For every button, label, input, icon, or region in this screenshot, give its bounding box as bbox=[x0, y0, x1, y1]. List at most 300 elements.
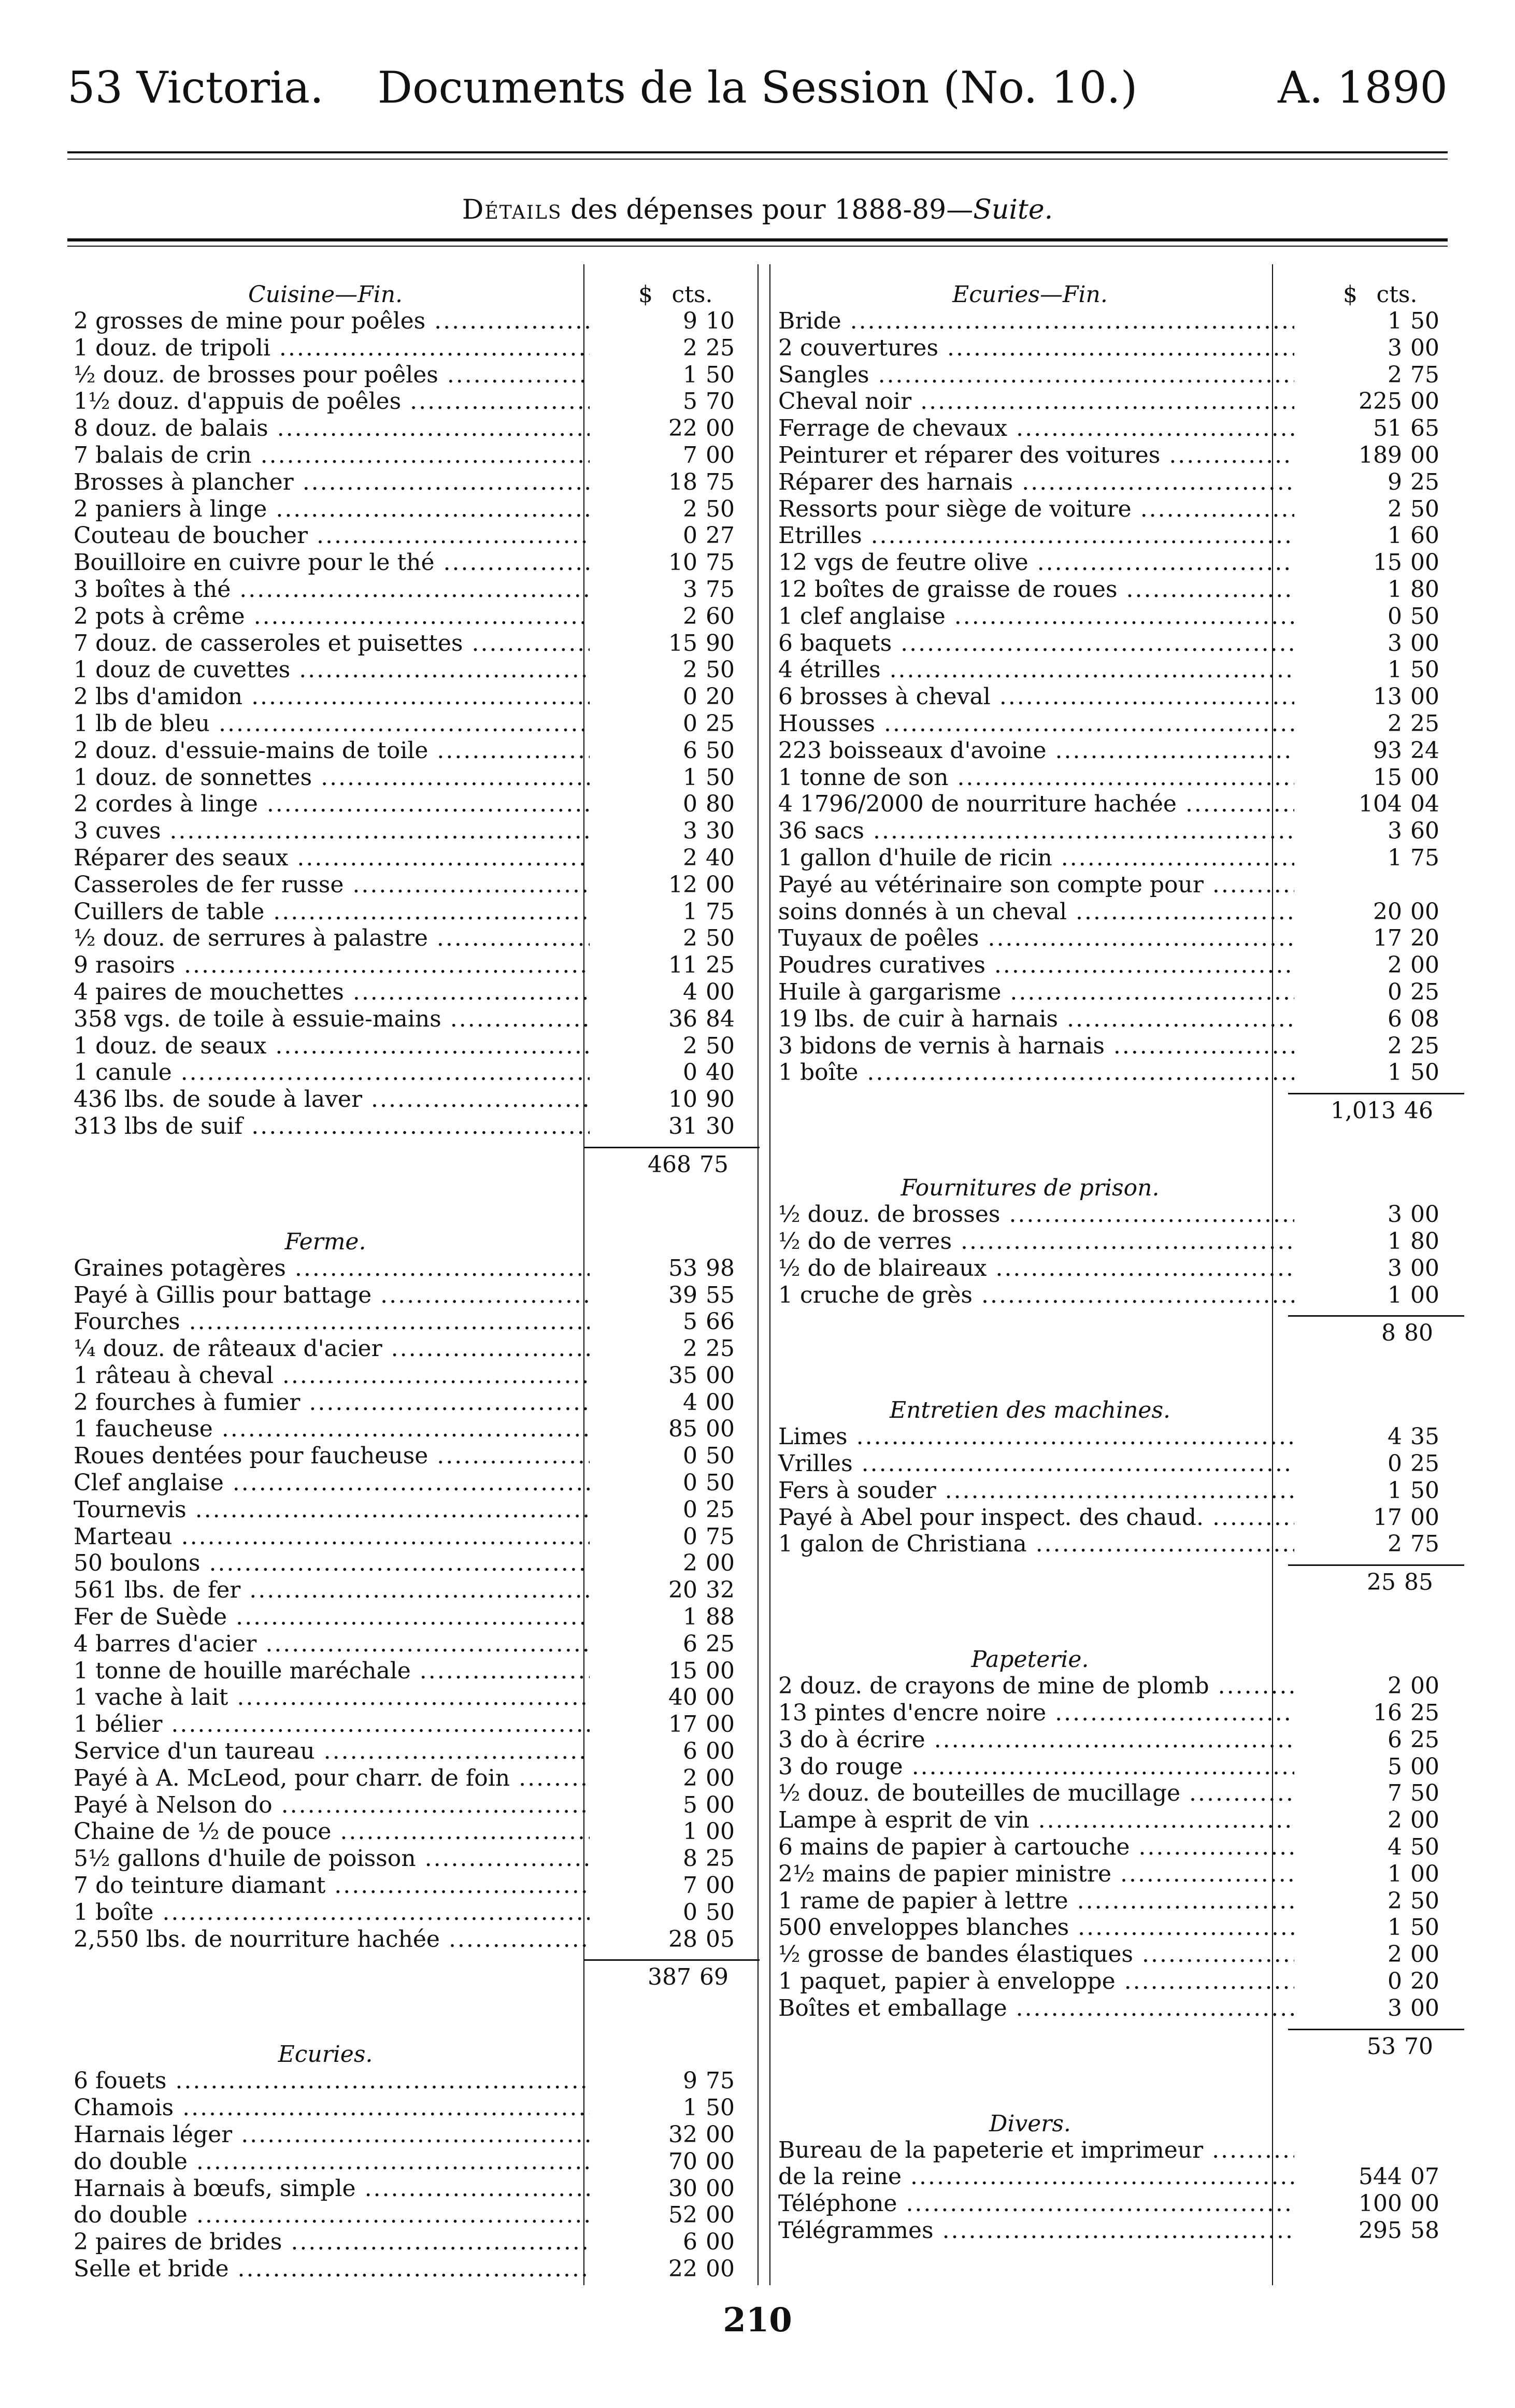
table-row bbox=[67, 549, 762, 576]
table-row bbox=[67, 657, 762, 683]
amount-dollars: 1 bbox=[1388, 1059, 1402, 1086]
amount-dollars: 4 bbox=[683, 978, 697, 1005]
section-title: Entretien des machines. bbox=[889, 1397, 1171, 1424]
item-description: 2 paires de brides ..... bbox=[67, 2229, 590, 2256]
amount-dollars: 2 bbox=[1388, 495, 1402, 522]
item-description: 13 pintes d'encre noire ..... bbox=[772, 1700, 1294, 1727]
section-header bbox=[772, 264, 1466, 308]
amount-dollars: 12 bbox=[668, 871, 697, 898]
amount-cents: 60 bbox=[1410, 522, 1439, 549]
amount-dollars: 3 bbox=[1388, 334, 1402, 361]
amount-dollars: 1 bbox=[1388, 308, 1402, 334]
amount-cents: 25 bbox=[706, 952, 735, 979]
item-description: Payé à Gillis pour battage ..... bbox=[67, 1282, 590, 1309]
amount-cents: 25 bbox=[1410, 710, 1439, 737]
amount-dollars: 6 bbox=[683, 737, 697, 764]
amount-cents: 50 bbox=[1410, 1834, 1439, 1861]
amount-cents: 00 bbox=[706, 1684, 735, 1711]
table-row bbox=[67, 1738, 762, 1765]
amount-cents: 00 bbox=[706, 2175, 735, 2202]
amount-dollars: 3 bbox=[683, 818, 697, 845]
table-row bbox=[772, 308, 1466, 335]
currency-header bbox=[583, 281, 754, 308]
table-row bbox=[67, 496, 762, 523]
amount-cents: 80 bbox=[706, 791, 735, 818]
amount-dollars: 9 bbox=[1388, 468, 1402, 495]
table-row bbox=[772, 415, 1466, 442]
amount-cents: 50 bbox=[706, 361, 735, 388]
amount-cents: 00 bbox=[706, 1818, 735, 1845]
amount-cents: 00 bbox=[706, 415, 735, 442]
table-row bbox=[67, 1443, 762, 1470]
item-description: 313 lbs de suif ..... bbox=[67, 1113, 590, 1140]
amount-cents: 00 bbox=[1410, 1807, 1439, 1834]
cents-header: cts. bbox=[1376, 281, 1418, 308]
amount-cents: 07 bbox=[1410, 2163, 1439, 2190]
section bbox=[67, 1180, 762, 1993]
item-description: 436 lbs. de soude à laver ..... bbox=[67, 1086, 590, 1113]
table-row bbox=[772, 2190, 1466, 2217]
table-row bbox=[772, 1059, 1466, 1086]
amount-dollars: 0 bbox=[1388, 978, 1402, 1005]
table-row bbox=[772, 1423, 1466, 1450]
amount-dollars: 3 bbox=[1388, 1255, 1402, 1281]
amount-dollars: 2 bbox=[683, 495, 697, 522]
table-row bbox=[67, 1497, 762, 1523]
amount-dollars: 225 bbox=[1359, 388, 1402, 415]
page-header bbox=[67, 62, 1448, 119]
item-description: 7 douz. de casseroles et puisettes ..... bbox=[67, 630, 590, 657]
total-cents: 70 bbox=[1396, 2029, 1464, 2060]
amount-dollars: 8 bbox=[683, 1845, 697, 1872]
item-description: Couteau de boucher ..... bbox=[67, 522, 590, 549]
item-description: Peinturer et réparer des voitures ..... bbox=[772, 442, 1294, 469]
amount-dollars: 5 bbox=[1388, 1753, 1402, 1780]
item-description: 50 boulons ..... bbox=[67, 1550, 590, 1577]
table-row bbox=[67, 1845, 762, 1872]
item-description: 2 pots à crême ..... bbox=[67, 603, 590, 630]
amount-cents: 00 bbox=[706, 1711, 735, 1738]
item-description: Poudres curatives ..... bbox=[772, 952, 1294, 979]
item-description: 1 tonne de son ..... bbox=[772, 764, 1294, 791]
item-description: 8 douz. de balais ..... bbox=[67, 415, 590, 442]
table-row bbox=[67, 1282, 762, 1309]
item-description: 2 lbs d'amidon ..... bbox=[67, 683, 590, 710]
item-description: 2 douz. de crayons de mine de plomb ..... bbox=[772, 1673, 1294, 1700]
item-description: Réparer des harnais ..... bbox=[772, 469, 1294, 496]
item-description: 7 do teinture diamant ..... bbox=[67, 1872, 590, 1899]
item-description: 12 vgs de feutre olive ..... bbox=[772, 549, 1294, 576]
amount-cents: 50 bbox=[706, 737, 735, 764]
item-description: 500 enveloppes blanches ..... bbox=[772, 1914, 1294, 1941]
amount-dollars: 53 bbox=[668, 1255, 697, 1281]
table-row bbox=[67, 683, 762, 710]
table-row bbox=[772, 576, 1466, 603]
amount-cents: 50 bbox=[1410, 495, 1439, 522]
amount-cents: 58 bbox=[1410, 2217, 1439, 2244]
amount-cents: 00 bbox=[706, 1738, 735, 1765]
amount-cents: 00 bbox=[706, 1416, 735, 1443]
amount-cents: 00 bbox=[1410, 334, 1439, 361]
item-description: 2 grosses de mine pour poêles ..... bbox=[67, 308, 590, 335]
amount-cents: 00 bbox=[1410, 1753, 1439, 1780]
amount-dollars: 39 bbox=[668, 1281, 697, 1308]
section-header bbox=[67, 1212, 762, 1255]
amount-cents: 00 bbox=[1410, 1504, 1439, 1531]
item-description: Chaine de ½ de pouce ..... bbox=[67, 1818, 590, 1845]
amount-dollars: 9 bbox=[683, 2068, 697, 2094]
item-description: 7 balais de crin ..... bbox=[67, 442, 590, 469]
amount-dollars: 9 bbox=[683, 308, 697, 334]
table-row bbox=[772, 1807, 1466, 1834]
amount-dollars: 2 bbox=[1388, 1531, 1402, 1558]
amount-dollars: 0 bbox=[1388, 1450, 1402, 1477]
amount-dollars: 2 bbox=[683, 1764, 697, 1791]
section-total bbox=[772, 1562, 1466, 1598]
amount-cents: 66 bbox=[706, 1308, 735, 1335]
amount-cents: 50 bbox=[706, 1899, 735, 1926]
item-description: 3 do à écrire ..... bbox=[772, 1727, 1294, 1754]
item-description: Ferrage de chevaux ..... bbox=[772, 415, 1294, 442]
amount-cents: 00 bbox=[1410, 1994, 1439, 2021]
subtitle-italic: Suite. bbox=[973, 194, 1053, 225]
amount-dollars: 0 bbox=[1388, 1968, 1402, 1995]
section-header bbox=[772, 2093, 1466, 2137]
item-description: Roues dentées pour faucheuse ..... bbox=[67, 1443, 590, 1470]
amount-dollars: 16 bbox=[1373, 1700, 1402, 1727]
item-description: ¼ douz. de râteaux d'acier ..... bbox=[67, 1335, 590, 1362]
amount-dollars: 5 bbox=[683, 388, 697, 415]
table-row bbox=[67, 1604, 762, 1631]
amount-cents: 50 bbox=[706, 2094, 735, 2121]
section-gap bbox=[67, 1993, 762, 2024]
amount-cents: 00 bbox=[1410, 388, 1439, 415]
item-description: 1 rame de papier à lettre ..... bbox=[772, 1888, 1294, 1915]
table-row bbox=[67, 1523, 762, 1550]
table-row bbox=[772, 1754, 1466, 1780]
amount-cents: 27 bbox=[706, 522, 735, 549]
amount-cents: 80 bbox=[1410, 1228, 1439, 1255]
amount-cents: 00 bbox=[1410, 1860, 1439, 1887]
table-row bbox=[67, 872, 762, 899]
item-description: Housses ..... bbox=[772, 710, 1294, 737]
amount-cents: 00 bbox=[1410, 1941, 1439, 1968]
item-description: Clef anglaise ..... bbox=[67, 1470, 590, 1497]
dollars-header: $ bbox=[1343, 281, 1357, 308]
section-gap bbox=[772, 1127, 1466, 1158]
amount-cents: 00 bbox=[706, 1872, 735, 1899]
amount-cents: 25 bbox=[1410, 468, 1439, 495]
amount-cents: 00 bbox=[706, 871, 735, 898]
amount-cents: 98 bbox=[706, 1255, 735, 1281]
amount-cents: 60 bbox=[706, 603, 735, 630]
table-row bbox=[67, 388, 762, 415]
amount-dollars: 20 bbox=[1373, 898, 1402, 925]
amount-cents: 25 bbox=[706, 1335, 735, 1362]
amount-cents: 75 bbox=[706, 1523, 735, 1550]
item-description: 3 do rouge ..... bbox=[772, 1754, 1294, 1780]
header-session: 53 Victoria. bbox=[67, 62, 324, 113]
amount-dollars: 13 bbox=[1373, 683, 1402, 710]
table-row bbox=[67, 2202, 762, 2229]
amount-dollars: 6 bbox=[683, 1630, 697, 1657]
amount-dollars: 6 bbox=[683, 1738, 697, 1765]
page-subtitle bbox=[0, 194, 1515, 225]
table-row bbox=[67, 1113, 762, 1140]
table-row bbox=[67, 2121, 762, 2148]
amount-dollars: 2 bbox=[1388, 361, 1402, 388]
amount-cents: 25 bbox=[1410, 1726, 1439, 1753]
amount-cents: 30 bbox=[706, 818, 735, 845]
table-row bbox=[67, 737, 762, 764]
amount-cents: 00 bbox=[706, 1657, 735, 1684]
amount-cents: 00 bbox=[1410, 683, 1439, 710]
total-cents: 46 bbox=[1396, 1093, 1464, 1124]
table-row bbox=[67, 1818, 762, 1845]
table-row bbox=[67, 1684, 762, 1711]
item-description: 1 galon de Christiana ..... bbox=[772, 1531, 1294, 1558]
amount-cents: 75 bbox=[1410, 844, 1439, 871]
amount-cents: 50 bbox=[706, 925, 735, 952]
amount-dollars: 1 bbox=[1388, 1477, 1402, 1504]
item-description: 1½ douz. d'appuis de poêles ..... bbox=[67, 388, 590, 415]
amount-dollars: 1 bbox=[683, 898, 697, 925]
amount-cents: 65 bbox=[1410, 415, 1439, 442]
amount-dollars: 3 bbox=[1388, 1994, 1402, 2021]
table-row bbox=[772, 630, 1466, 657]
amount-cents: 88 bbox=[706, 1604, 735, 1631]
amount-dollars: 4 bbox=[1388, 1834, 1402, 1861]
table-row bbox=[67, 1926, 762, 1953]
amount-dollars: 20 bbox=[668, 1577, 697, 1604]
amount-cents: 00 bbox=[706, 2202, 735, 2229]
amount-cents: 50 bbox=[1410, 1059, 1439, 1086]
section-total bbox=[772, 2026, 1466, 2062]
section bbox=[772, 1349, 1466, 1598]
table-row bbox=[67, 1711, 762, 1738]
amount-dollars: 1 bbox=[1388, 522, 1402, 549]
item-description: 4 1796/2000 de nourriture hachée ..... bbox=[772, 791, 1294, 818]
item-description: Ressorts pour siège de voiture ..... bbox=[772, 496, 1294, 523]
table-row bbox=[772, 1914, 1466, 1941]
item-description: Payé à Nelson do ..... bbox=[67, 1792, 590, 1819]
item-description: 1 cruche de grès ..... bbox=[772, 1282, 1294, 1309]
amount-cents: 25 bbox=[1410, 1450, 1439, 1477]
table-row bbox=[67, 1470, 762, 1497]
amount-dollars: 2 bbox=[683, 334, 697, 361]
amount-dollars: 30 bbox=[668, 2175, 697, 2202]
amount-dollars: 2 bbox=[683, 1550, 697, 1577]
item-description: 1 râteau à cheval ..... bbox=[67, 1362, 590, 1389]
table-row bbox=[772, 791, 1466, 818]
amount-dollars: 31 bbox=[668, 1113, 697, 1139]
section bbox=[67, 264, 762, 1180]
amount-dollars: 2 bbox=[683, 603, 697, 630]
table-row bbox=[772, 899, 1466, 925]
item-description: ½ douz. de brosses pour poêles ..... bbox=[67, 362, 590, 389]
table-row bbox=[67, 1631, 762, 1658]
amount-cents: 25 bbox=[706, 1496, 735, 1523]
amount-cents: 25 bbox=[1410, 1700, 1439, 1727]
table-row bbox=[67, 308, 762, 335]
amount-dollars: 104 bbox=[1359, 791, 1402, 818]
table-row bbox=[772, 1255, 1466, 1282]
page-number: 210 bbox=[723, 2301, 792, 2340]
item-description: 6 fouets ..... bbox=[67, 2068, 590, 2094]
amount-cents: 00 bbox=[1410, 952, 1439, 979]
table-row bbox=[67, 2229, 762, 2256]
item-description: Fer de Suède ..... bbox=[67, 1604, 590, 1631]
table-row bbox=[772, 335, 1466, 362]
table-row bbox=[67, 925, 762, 952]
table-row bbox=[772, 1673, 1466, 1700]
item-description: 2 paniers à linge ..... bbox=[67, 496, 590, 523]
amount-dollars: 2 bbox=[1388, 1032, 1402, 1059]
item-description: 1 canule ..... bbox=[67, 1059, 590, 1086]
amount-cents: 00 bbox=[706, 1550, 735, 1577]
section-title: Cuisine—Fin. bbox=[248, 281, 403, 308]
table-row bbox=[772, 1228, 1466, 1255]
item-description: 1 douz. de sonnettes ..... bbox=[67, 764, 590, 791]
amount-cents: 50 bbox=[706, 495, 735, 522]
table-row bbox=[772, 2163, 1466, 2190]
item-description: 1 douz. de seaux ..... bbox=[67, 1033, 590, 1060]
table-row bbox=[772, 388, 1466, 415]
amount-cents: 00 bbox=[706, 2121, 735, 2148]
item-description: Réparer des seaux ..... bbox=[67, 845, 590, 872]
item-description: 3 bidons de vernis à harnais ..... bbox=[772, 1033, 1294, 1060]
table-row bbox=[772, 1531, 1466, 1558]
amount-cents: 75 bbox=[706, 898, 735, 925]
table-row bbox=[772, 925, 1466, 952]
amount-cents: 50 bbox=[706, 1032, 735, 1059]
amount-dollars: 7 bbox=[683, 441, 697, 468]
amount-cents: 00 bbox=[1410, 898, 1439, 925]
item-description: do double ..... bbox=[67, 2148, 590, 2175]
amount-cents: 50 bbox=[1410, 1887, 1439, 1914]
column-divider bbox=[769, 264, 770, 2285]
item-description: de la reine ..... bbox=[772, 2163, 1294, 2190]
item-description: Service d'un taureau ..... bbox=[67, 1738, 590, 1765]
section-title: Papeterie. bbox=[971, 1646, 1089, 1673]
section-total bbox=[772, 1313, 1466, 1349]
item-description: 1 tonne de houille maréchale ..... bbox=[67, 1658, 590, 1685]
table-row bbox=[772, 1888, 1466, 1915]
table-row bbox=[772, 1780, 1466, 1807]
amount-dollars: 3 bbox=[1388, 630, 1402, 657]
amount-dollars: 2 bbox=[1388, 710, 1402, 737]
table-row bbox=[772, 1504, 1466, 1531]
table-row bbox=[67, 1765, 762, 1792]
item-description: 36 sacs ..... bbox=[772, 818, 1294, 845]
amount-dollars: 15 bbox=[668, 630, 697, 657]
amount-dollars: 0 bbox=[683, 1443, 697, 1470]
amount-cents: 40 bbox=[706, 1059, 735, 1086]
table-row bbox=[67, 576, 762, 603]
table-row bbox=[67, 2068, 762, 2094]
table-row bbox=[772, 764, 1466, 791]
amount-cents: 60 bbox=[1410, 818, 1439, 845]
table-row bbox=[772, 1282, 1466, 1309]
item-description: Bouilloire en cuivre pour le thé ..... bbox=[67, 549, 590, 576]
amount-dollars: 15 bbox=[1373, 549, 1402, 576]
amount-cents: 32 bbox=[706, 1577, 735, 1604]
item-description: 1 boîte ..... bbox=[772, 1059, 1294, 1086]
amount-dollars: 40 bbox=[668, 1684, 697, 1711]
table-row bbox=[67, 899, 762, 925]
section-total bbox=[67, 1957, 762, 1993]
amount-dollars: 11 bbox=[668, 952, 697, 979]
amount-dollars: 1 bbox=[1388, 1281, 1402, 1308]
left-column bbox=[67, 264, 762, 2301]
item-description: 6 brosses à cheval ..... bbox=[772, 683, 1294, 710]
table-row bbox=[772, 362, 1466, 389]
total-dollars: 8 bbox=[1288, 1315, 1396, 1346]
table-row bbox=[67, 791, 762, 818]
amount-cents: 25 bbox=[706, 1845, 735, 1872]
total-cents: 80 bbox=[1396, 1315, 1464, 1346]
item-description: Selle et bride ..... bbox=[67, 2256, 590, 2283]
item-description: 3 boîtes à thé ..... bbox=[67, 576, 590, 603]
amount-cents: 50 bbox=[1410, 1780, 1439, 1807]
item-description: 561 lbs. de fer ..... bbox=[67, 1577, 590, 1604]
table-row bbox=[772, 1201, 1466, 1228]
amount-cents: 50 bbox=[1410, 308, 1439, 334]
item-description: 12 boîtes de graisse de roues ..... bbox=[772, 576, 1294, 603]
amount-dollars: 0 bbox=[683, 1496, 697, 1523]
table-row bbox=[67, 362, 762, 389]
table-row bbox=[772, 872, 1466, 899]
amount-cents: 08 bbox=[1410, 1005, 1439, 1032]
item-description: Boîtes et emballage ..... bbox=[772, 1995, 1294, 2022]
amount-dollars: 17 bbox=[668, 1711, 697, 1738]
dollars-header: $ bbox=[638, 281, 653, 308]
total-cents: 75 bbox=[691, 1147, 760, 1178]
table-row bbox=[772, 496, 1466, 523]
table-row bbox=[772, 710, 1466, 737]
item-description: Tuyaux de poêles ..... bbox=[772, 925, 1294, 952]
amount-dollars: 1 bbox=[1388, 1860, 1402, 1887]
section-title: Ecuries. bbox=[278, 2041, 373, 2068]
table-row bbox=[772, 952, 1466, 979]
item-description: Graines potagères ..... bbox=[67, 1255, 590, 1282]
amount-dollars: 93 bbox=[1373, 737, 1402, 764]
amount-cents: 50 bbox=[706, 1443, 735, 1470]
item-description: Brosses à plancher ..... bbox=[67, 469, 590, 496]
table-row bbox=[772, 845, 1466, 872]
amount-cents: 50 bbox=[706, 657, 735, 683]
amount-dollars: 1 bbox=[683, 1604, 697, 1631]
amount-dollars: 35 bbox=[668, 1362, 697, 1389]
table-row bbox=[67, 2256, 762, 2283]
item-description: Payé à A. McLeod, pour charr. de foin ..... bbox=[67, 1765, 590, 1792]
table-row bbox=[67, 710, 762, 737]
table-row bbox=[67, 2175, 762, 2202]
amount-dollars: 1 bbox=[1388, 576, 1402, 603]
amount-cents: 50 bbox=[1410, 657, 1439, 683]
currency-header bbox=[1288, 281, 1459, 308]
table-row bbox=[772, 1727, 1466, 1754]
amount-dollars: 2 bbox=[1388, 1807, 1402, 1834]
amount-dollars: 17 bbox=[1373, 1504, 1402, 1531]
amount-cents: 25 bbox=[706, 334, 735, 361]
section-header bbox=[772, 1158, 1466, 1201]
table-row bbox=[772, 683, 1466, 710]
subtitle-smallcaps: Détails bbox=[462, 194, 562, 225]
amount-dollars: 2 bbox=[683, 844, 697, 871]
amount-dollars: 15 bbox=[1373, 764, 1402, 791]
amount-dollars: 2 bbox=[683, 1335, 697, 1362]
